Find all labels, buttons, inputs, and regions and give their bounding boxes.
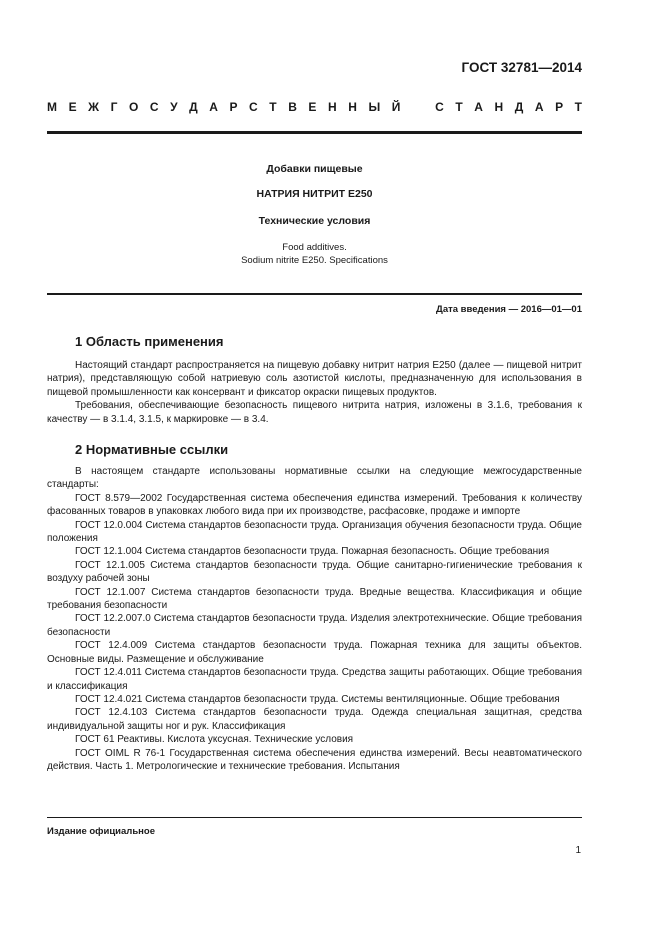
reference-item: ГОСТ 12.1.007 Система стандартов безопасности труда. Вредные вещества. Классификация и общие требования безопасности <box>47 586 582 612</box>
series-letter: В <box>288 100 297 114</box>
series-letter: Й <box>391 100 401 114</box>
series-letter: У <box>170 100 178 114</box>
series-letter: А <box>209 100 218 114</box>
title-english-1: Food additives. <box>282 242 347 253</box>
reference-item: ГОСТ 12.2.007.0 Система стандартов безопасности труда. Изделия электротехнические. Общие требования безопасности <box>47 613 582 638</box>
reference-item: ГОСТ 12.4.011 Система стандартов безопасности труда. Средства защиты работающих. Общие требования и классификация <box>47 667 582 692</box>
series-letter: Е <box>308 100 317 114</box>
series-letter: Н <box>328 100 337 114</box>
series-letter: Д <box>514 100 524 114</box>
paragraph: Требования, обеспечивающие безопасность пищевого нитрита натрия, изложены в 3.1.6, требования к качеству — в 3.1.4, 3.1.5, к маркировке — в 3.4. <box>47 400 582 425</box>
intro-date: Дата введения — 2016—01—01 <box>436 304 582 315</box>
section-1-body <box>47 359 582 426</box>
reference-item: ГОСТ 61 Реактивы. Кислота уксусная. Технические условия <box>75 734 354 746</box>
standard-series-title <box>47 100 582 114</box>
paragraph: В настоящем стандарте использованы нормативные ссылки на следующие межгосударственные стандарты: <box>47 466 582 491</box>
reference-item: ГОСТ 12.4.021 Система стандартов безопасности труда. Системы вентиляционные. Общие требования <box>75 693 560 705</box>
reference-item: ГОСТ 12.1.005 Система стандартов безопасности труда. Общие санитарно-гигиенические требования к воздуху рабочей зоны <box>47 559 582 585</box>
title-english-2: Sodium nitrite E250. Specifications <box>241 255 388 266</box>
title-line-3: Технические условия <box>258 215 371 227</box>
reference-item: ГОСТ OIML R 76-1 Государственная система обеспечения единства измерений. Весы неавтоматического действия. Часть 1. Метрологические и технические требования. Испытания <box>47 747 582 772</box>
series-letter: А <box>534 100 544 114</box>
reference-item: ГОСТ 12.4.009 Система стандартов безопасности труда. Пожарная техника для защиты объектов. Основные виды. Размещение и обслуживание <box>47 640 582 665</box>
series-letter: А <box>474 100 483 114</box>
section-2-heading: 2 Нормативные ссылки <box>75 442 229 457</box>
series-letter: Т <box>574 100 582 114</box>
section-1-heading: 1 Область применения <box>75 334 224 349</box>
series-letter: Ж <box>88 100 99 114</box>
series-letter: Р <box>555 100 564 114</box>
series-letter: Г <box>110 100 118 114</box>
series-letter: Е <box>68 100 77 114</box>
page-number: 1 <box>575 845 581 856</box>
series-letter: Д <box>189 100 198 114</box>
series-letter: С <box>249 100 258 114</box>
title-line-1: Добавки пищевые <box>266 163 363 175</box>
edition-label: Издание официальное <box>47 826 155 837</box>
reference-item: ГОСТ 8.579—2002 Государственная система обеспечения единства измерений. Требования к количеству фасованных товаров в упаковках любого вида при их производстве, расфасовке, продаже и импорте <box>47 492 582 518</box>
footer-divider <box>47 817 582 818</box>
series-letter: Т <box>455 100 463 114</box>
paragraph: Настоящий стандарт распространяется на пищевую добавку нитрит натрия E250 (далее — пищевой нитрит натрия), представляющую собой натриевую соль азотистой кислоты, предназначенную для использования в пищевой промышленности как консервант и фиксатор окраски пищевых продуктов. <box>47 360 582 398</box>
header-divider <box>47 131 582 134</box>
series-letter: Н <box>494 100 504 114</box>
series-letter: Ы <box>368 100 381 114</box>
series-letter: М <box>47 100 57 114</box>
reference-item: ГОСТ 12.1.004 Система стандартов безопасности труда. Пожарная безопасность. Общие требования <box>75 546 550 558</box>
series-letter: С <box>435 100 444 114</box>
series-letter: О <box>128 100 139 114</box>
series-letter: С <box>149 100 159 114</box>
title-divider <box>47 293 582 295</box>
reference-item: ГОСТ 12.0.004 Система стандартов безопасности труда. Организация обучения безопасности труда. Общие положения <box>47 519 582 545</box>
series-letter: Т <box>269 100 277 114</box>
series-letter: Р <box>229 100 238 114</box>
reference-item: ГОСТ 12.4.103 Система стандартов безопасности труда. Одежда специальная защитная, средства индивидуальной защиты ног и рук. Классификация <box>47 707 582 732</box>
series-letter: Н <box>348 100 357 114</box>
section-2-body <box>47 465 582 773</box>
document-code: ГОСТ 32781—2014 <box>461 60 582 75</box>
title-line-2: НАТРИЯ НИТРИТ Е250 <box>256 188 373 200</box>
